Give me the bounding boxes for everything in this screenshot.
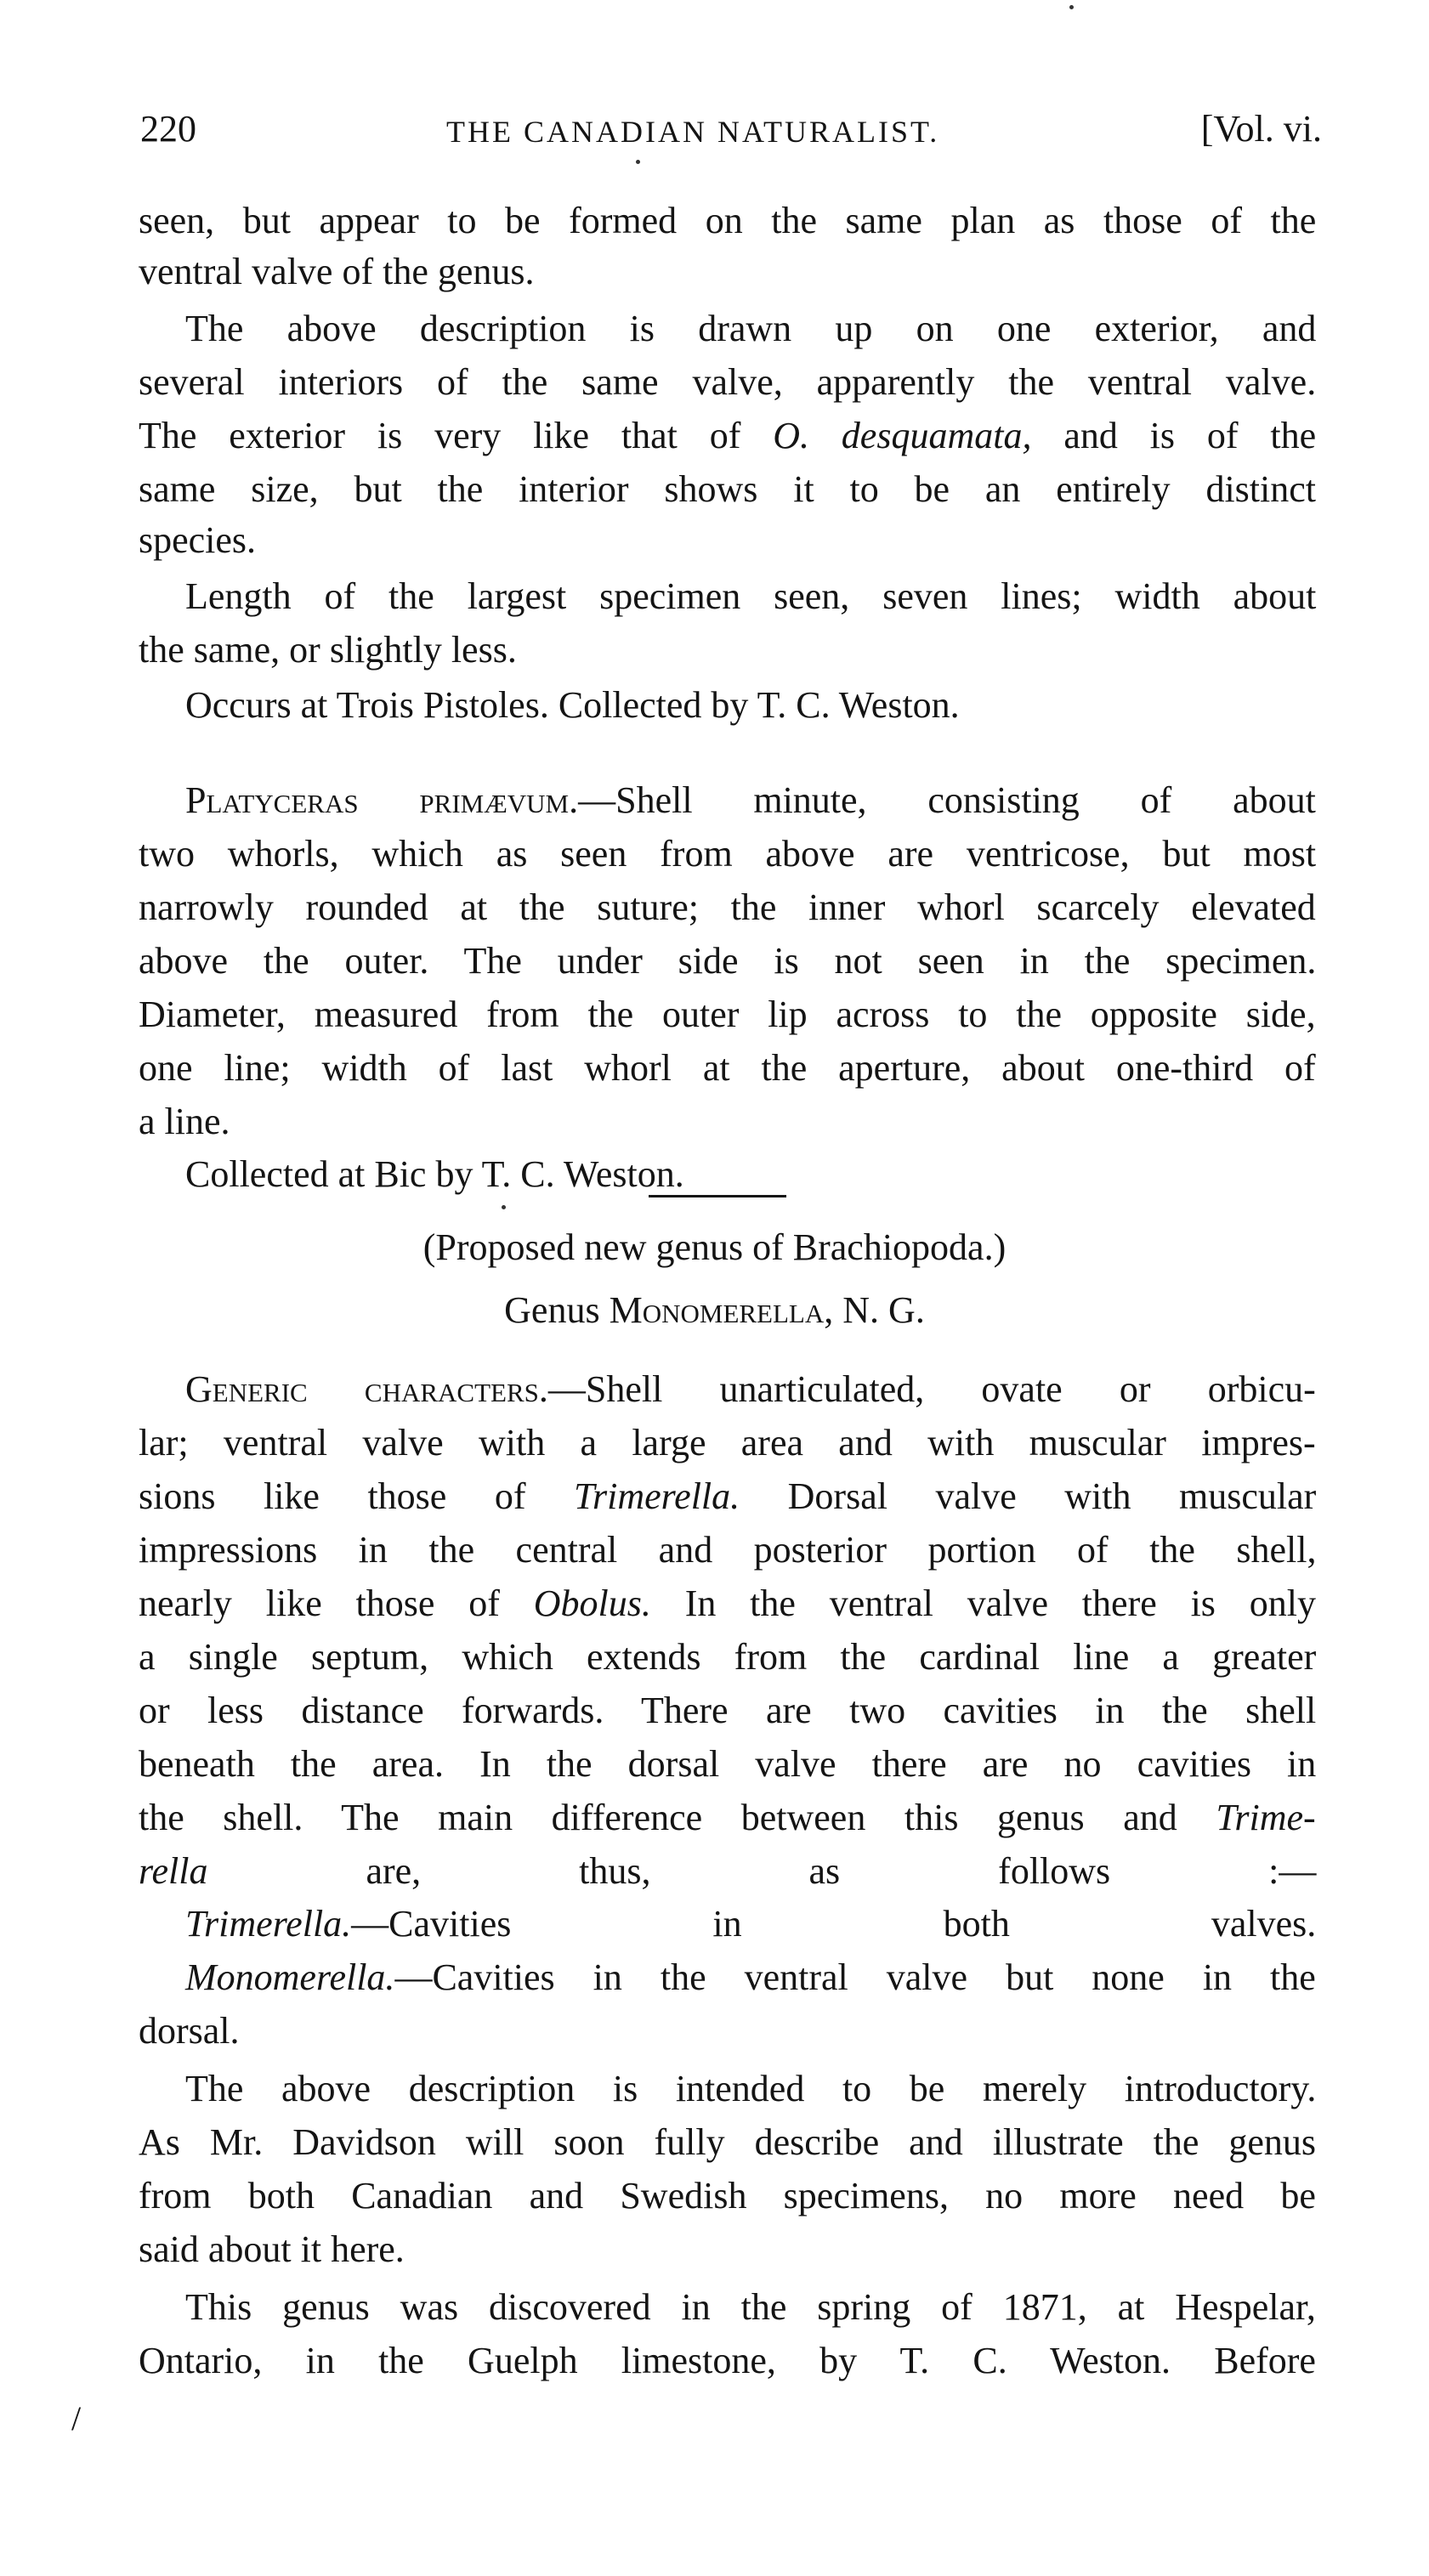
text-line: or less distance forwards. There are two cavities in the shell — [139, 1690, 1317, 1731]
text-line: one line; width of last whorl at the aperture, about one-third of — [139, 1047, 1316, 1089]
text-line: a single septum, which extends from the cardinal line a greater — [139, 1636, 1317, 1678]
text-line: lar; ventral valve with a large area and with muscular impres- — [139, 1422, 1316, 1464]
text-run: sions like those of — [139, 1475, 526, 1517]
text-line: Occurs at Trois Pistoles. Collected by T. C. Weston. — [185, 684, 960, 726]
text-line: from both Canadian and Swedish specimens, no more need be — [139, 2175, 1316, 2216]
print-speck — [502, 1205, 506, 1209]
text-line: the same, or slightly less. — [139, 629, 517, 671]
text-line — [185, 1952, 1316, 2003]
text-line: The above description is intended to be merely introductory. — [185, 2068, 1317, 2109]
text-run: Dorsal valve with muscular — [787, 1475, 1317, 1517]
running-header — [140, 107, 1322, 167]
section-heading: Generic characters. — [185, 1368, 548, 1410]
section-subtitle: (Proposed new genus of Brachiopoda.) — [422, 1226, 1007, 1268]
text-line: As Mr. Davidson will soon fully describe and illustrate the genus — [139, 2121, 1317, 2163]
text-line: Length of the largest specimen seen, seven lines; width about — [185, 575, 1317, 617]
volume-label: [Vol. vi. — [1200, 108, 1322, 150]
text-line: Diameter, measured from the outer lip across to the opposite side, — [139, 994, 1316, 1035]
print-speck — [1069, 5, 1074, 9]
genus-name: Monomerella. — [185, 1956, 395, 1998]
text-line: Ontario, in the Guelph limestone, by T. C. Weston. Before — [139, 2340, 1316, 2381]
text-run: The exterior is very like that of — [139, 415, 741, 456]
species-heading: Platyceras primævum. — [185, 779, 579, 821]
text-run: , N. G. — [824, 1289, 925, 1331]
text-line: two whorls, which as seen from above are ventricose, but most — [139, 833, 1317, 875]
text-line — [139, 1792, 1316, 1843]
text-run: —Shell minute, consisting of about — [578, 779, 1316, 821]
text-line: a line. — [139, 1101, 230, 1142]
text-run: the shell. The main difference between this genus and — [139, 1797, 1177, 1838]
genus-name: Trimerella. — [573, 1475, 740, 1517]
margin-mark: / — [71, 2399, 82, 2437]
text-line — [139, 410, 1316, 461]
text-line: same size, but the interior shows it to be an entirely distinct — [139, 468, 1316, 510]
text-run: nearly like those of — [139, 1582, 500, 1624]
text-line: above the outer. The under side is not seen in the specimen. — [139, 940, 1317, 982]
journal-title: THE CANADIAN NATURALIST. — [446, 115, 940, 149]
text-line: several interiors of the same valve, apparently the ventral valve. — [139, 361, 1317, 403]
text-run: and is of the — [1063, 415, 1317, 456]
section-rule — [649, 1195, 786, 1197]
page-number: 220 — [140, 108, 196, 150]
genus-name: Trimerella. — [185, 1903, 352, 1945]
text-run: —Cavities in the ventral valve but none in the — [394, 1956, 1316, 1998]
text-line: seen, but appear to be formed on the same plan as those of the — [139, 200, 1317, 241]
text-line: Collected at Bic by T. C. Weston. — [185, 1153, 684, 1195]
text-line: impressions in the central and posterior portion of the shell, — [139, 1529, 1317, 1571]
text-line — [185, 775, 1316, 826]
text-run: are, thus, as follows :— — [366, 1850, 1317, 1892]
text-run: Genus — [504, 1289, 600, 1331]
text-run: —Shell unarticulated, ovate or orbicu- — [547, 1368, 1316, 1410]
text-line — [139, 1471, 1316, 1522]
genus-name: Monomerella — [609, 1289, 825, 1331]
genus-name: Trime- — [1216, 1797, 1316, 1838]
text-line — [139, 1578, 1316, 1629]
text-line: dorsal. — [139, 2010, 240, 2052]
text-line: beneath the area. In the dorsal valve there are no cavities in — [139, 1743, 1317, 1785]
text-line — [139, 1846, 1316, 1897]
species-name: O. desquamata, — [773, 415, 1032, 456]
genus-name: rella — [139, 1850, 208, 1892]
print-speck — [636, 160, 640, 164]
text-line — [185, 1899, 1316, 1950]
text-run: In the ventral valve there is only — [684, 1582, 1316, 1624]
genus-heading — [0, 1285, 1429, 1336]
text-line: narrowly rounded at the suture; the inner whorl scarcely elevated — [139, 886, 1316, 928]
text-line: The above description is drawn up on one exterior, and — [185, 308, 1317, 349]
text-line: said about it here. — [139, 2228, 405, 2270]
text-line: ventral valve of the genus. — [139, 251, 535, 292]
text-line: species. — [139, 519, 257, 561]
genus-name: Obolus. — [533, 1582, 651, 1624]
text-run: —Cavities in both valves. — [351, 1903, 1317, 1945]
text-line — [185, 1364, 1316, 1415]
text-line: This genus was discovered in the spring of 1871, at Hespelar, — [185, 2286, 1316, 2328]
